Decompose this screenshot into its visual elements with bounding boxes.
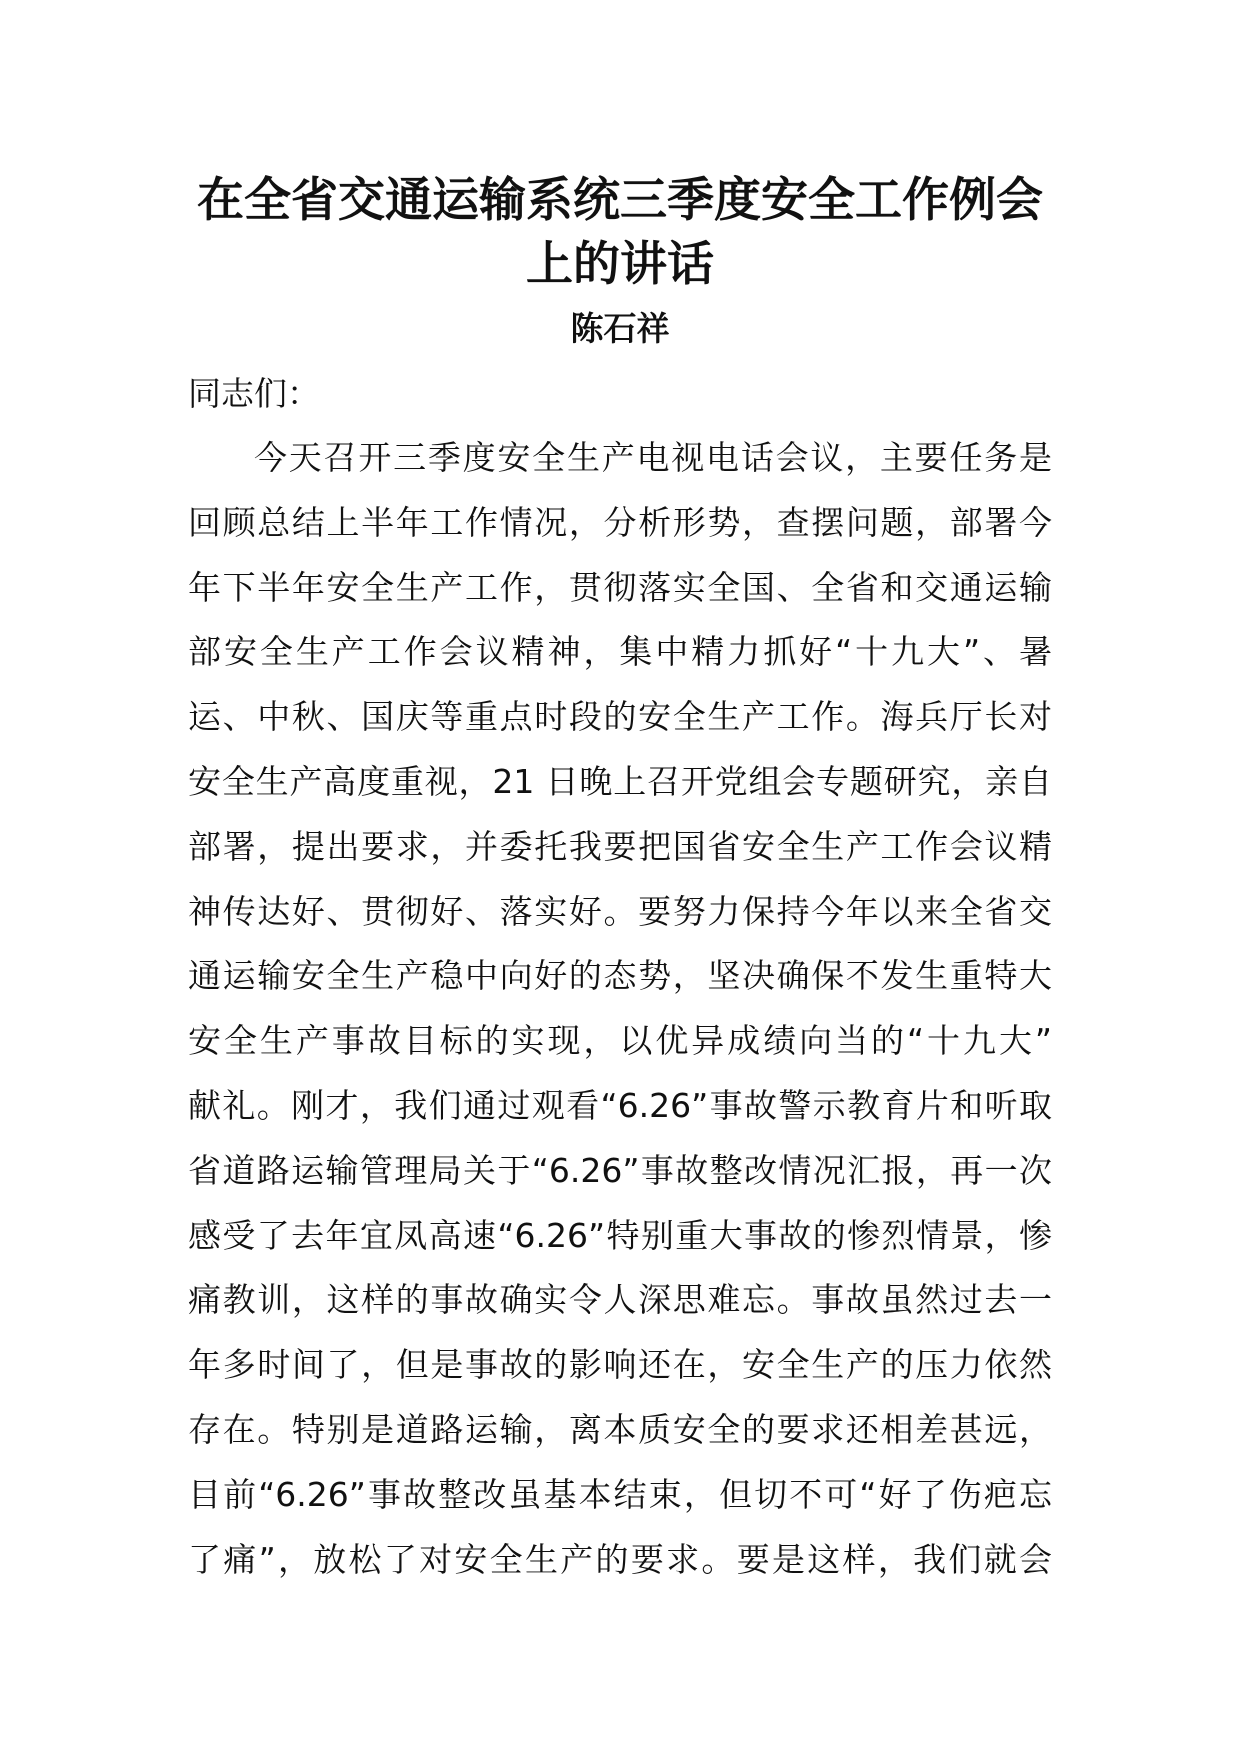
body-line: 安全生产事故目标的实现，以优异成绩向当的“十九大” bbox=[188, 1021, 1052, 1061]
body-line: 神传达好、贯彻好、落实好。要努力保持今年以来全省交 bbox=[188, 891, 1052, 931]
body-line: 献礼。刚才，我们通过观看“6.26”事故警示教育片和听取 bbox=[188, 1085, 1052, 1125]
body-line: 存在。特别是道路运输，离本质安全的要求还相差甚远， bbox=[188, 1409, 1052, 1449]
body-line: 安全生产高度重视，21 日晚上召开党组会专题研究，亲自 bbox=[188, 761, 1052, 801]
document-content bbox=[188, 169, 1052, 1592]
body-line: 部安全生产工作会议精神，集中精力抓好“十九大”、暑 bbox=[188, 632, 1052, 672]
title-line-1: 在全省交通运输系统三季度安全工作例会 bbox=[197, 173, 1043, 228]
title-line-2: 上的讲话 bbox=[526, 237, 714, 292]
body-line: 省道路运输管理局关于“6.26”事故整改情况汇报，再一次 bbox=[188, 1150, 1052, 1190]
body-line: 了痛”，放松了对安全生产的要求。要是这样，我们就会 bbox=[188, 1539, 1052, 1579]
body-line: 年下半年安全生产工作，贯彻落实全国、全省和交通运输 bbox=[188, 567, 1052, 607]
body-line: 回顾总结上半年工作情况，分析形势，查摆问题，部署今 bbox=[188, 502, 1052, 542]
author-name: 陈石祥 bbox=[570, 309, 670, 348]
body-line: 感受了去年宜凤高速“6.26”特别重大事故的惨烈情景，惨 bbox=[188, 1215, 1052, 1255]
body-line: 痛教训，这样的事故确实令人深思难忘。事故虽然过去一 bbox=[188, 1280, 1052, 1320]
salutation: 同志们： bbox=[188, 374, 320, 413]
body-line: 运、中秋、国庆等重点时段的安全生产工作。海兵厅长对 bbox=[188, 697, 1052, 737]
body-line: 年多时间了，但是事故的影响还在，安全生产的压力依然 bbox=[188, 1345, 1052, 1385]
body-line: 目前“6.26”事故整改虽基本结束，但切不可“好了伤疤忘 bbox=[188, 1474, 1052, 1514]
body-line: 通运输安全生产稳中向好的态势，坚决确保不发生重特大 bbox=[188, 956, 1052, 996]
body-paragraph bbox=[188, 426, 1052, 1592]
body-line: 今天召开三季度安全生产电视电话会议，主要任务是 bbox=[254, 438, 1052, 477]
body-line: 部署，提出要求，并委托我要把国省安全生产工作会议精 bbox=[188, 826, 1052, 866]
